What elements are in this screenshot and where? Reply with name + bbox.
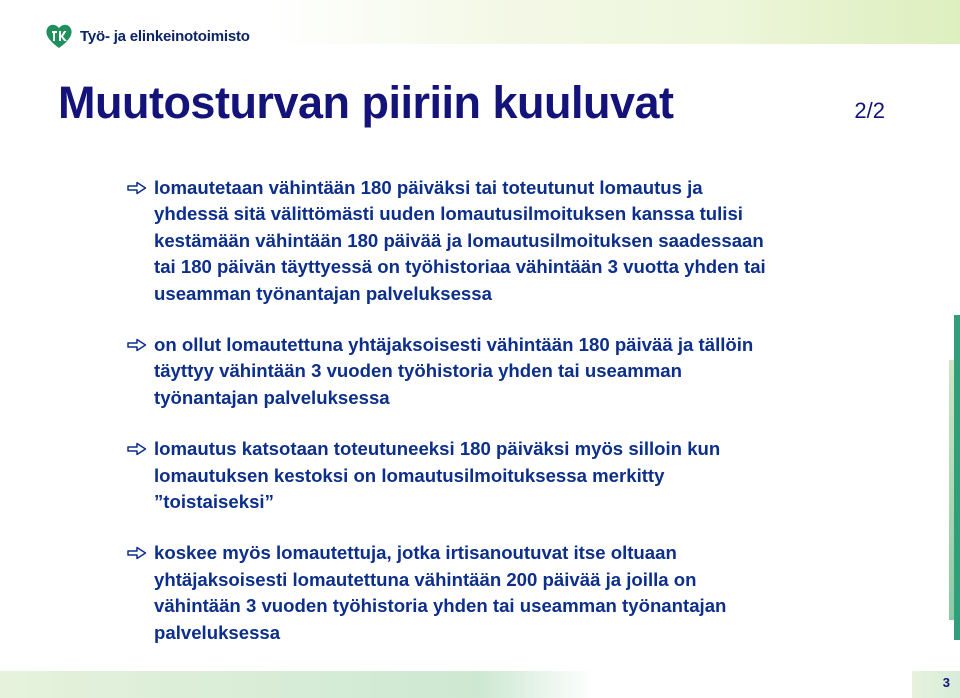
- bullet-text: on ollut lomautettuna yhtäjaksoisesti vähintään 180 päivää ja tällöin täyttyy vähintään 3 vuoden työhistoria yhden tai useamman työnantajan palveluksessa: [154, 334, 754, 408]
- organization-logo: [44, 21, 250, 51]
- arrow-right-outline-icon: [127, 546, 147, 560]
- page-number: 3: [942, 675, 950, 690]
- top-decorative-band: [270, 0, 960, 44]
- bullet-list: [127, 175, 867, 671]
- logo-text: Työ- ja elinkeinotoimisto: [80, 27, 250, 45]
- bullet-text: lomautus katsotaan toteutuneeksi 180 päiväksi myös silloin kun lomautuksen kestoksi on lomautusilmoituksessa merkitty ”toistaiseksi”: [154, 438, 721, 513]
- arrow-right-outline-icon: [127, 338, 147, 352]
- arrow-right-outline-icon: [127, 442, 147, 456]
- bullet-text: koskee myös lomautettuja, jotka irtisanoutuvat itse oltuaan yhtäjaksoisesti lomautettuna vähintään 200 päivää ja joilla on vähintään 3 vuoden työhistoria yhden tai useamman työnantajan palveluksessa: [154, 542, 727, 643]
- arrow-right-outline-icon: [127, 181, 147, 195]
- right-decorative-stripe-light: [949, 360, 954, 620]
- bullet-text: lomautetaan vähintään 180 päiväksi tai toteutunut lomautus ja yhdessä sitä välittömästi uuden lomautusilmoituksen kanssa tulisi kestämään vähintään 180 päivää ja lomautusilmoituksen saadessaan tai 180 päivän täyttyessä on työhistoriaa vähintään 3 vuotta yhden tai useamman työnantajan palveluksessa: [154, 177, 766, 304]
- right-decorative-stripe: [954, 315, 960, 640]
- bullet-item: [127, 436, 867, 515]
- heart-logo-icon: [44, 21, 74, 51]
- bottom-band-gap: [592, 671, 912, 698]
- bullet-item: [127, 540, 867, 646]
- bullet-item: [127, 175, 867, 307]
- top-decorative-blocks: [730, 0, 960, 44]
- bullet-item: [127, 332, 867, 411]
- slide-title: Muutosturvan piiriin kuuluvat: [58, 77, 674, 128]
- bottom-band-right: [912, 671, 960, 698]
- title-page-indicator: 2/2: [854, 98, 885, 123]
